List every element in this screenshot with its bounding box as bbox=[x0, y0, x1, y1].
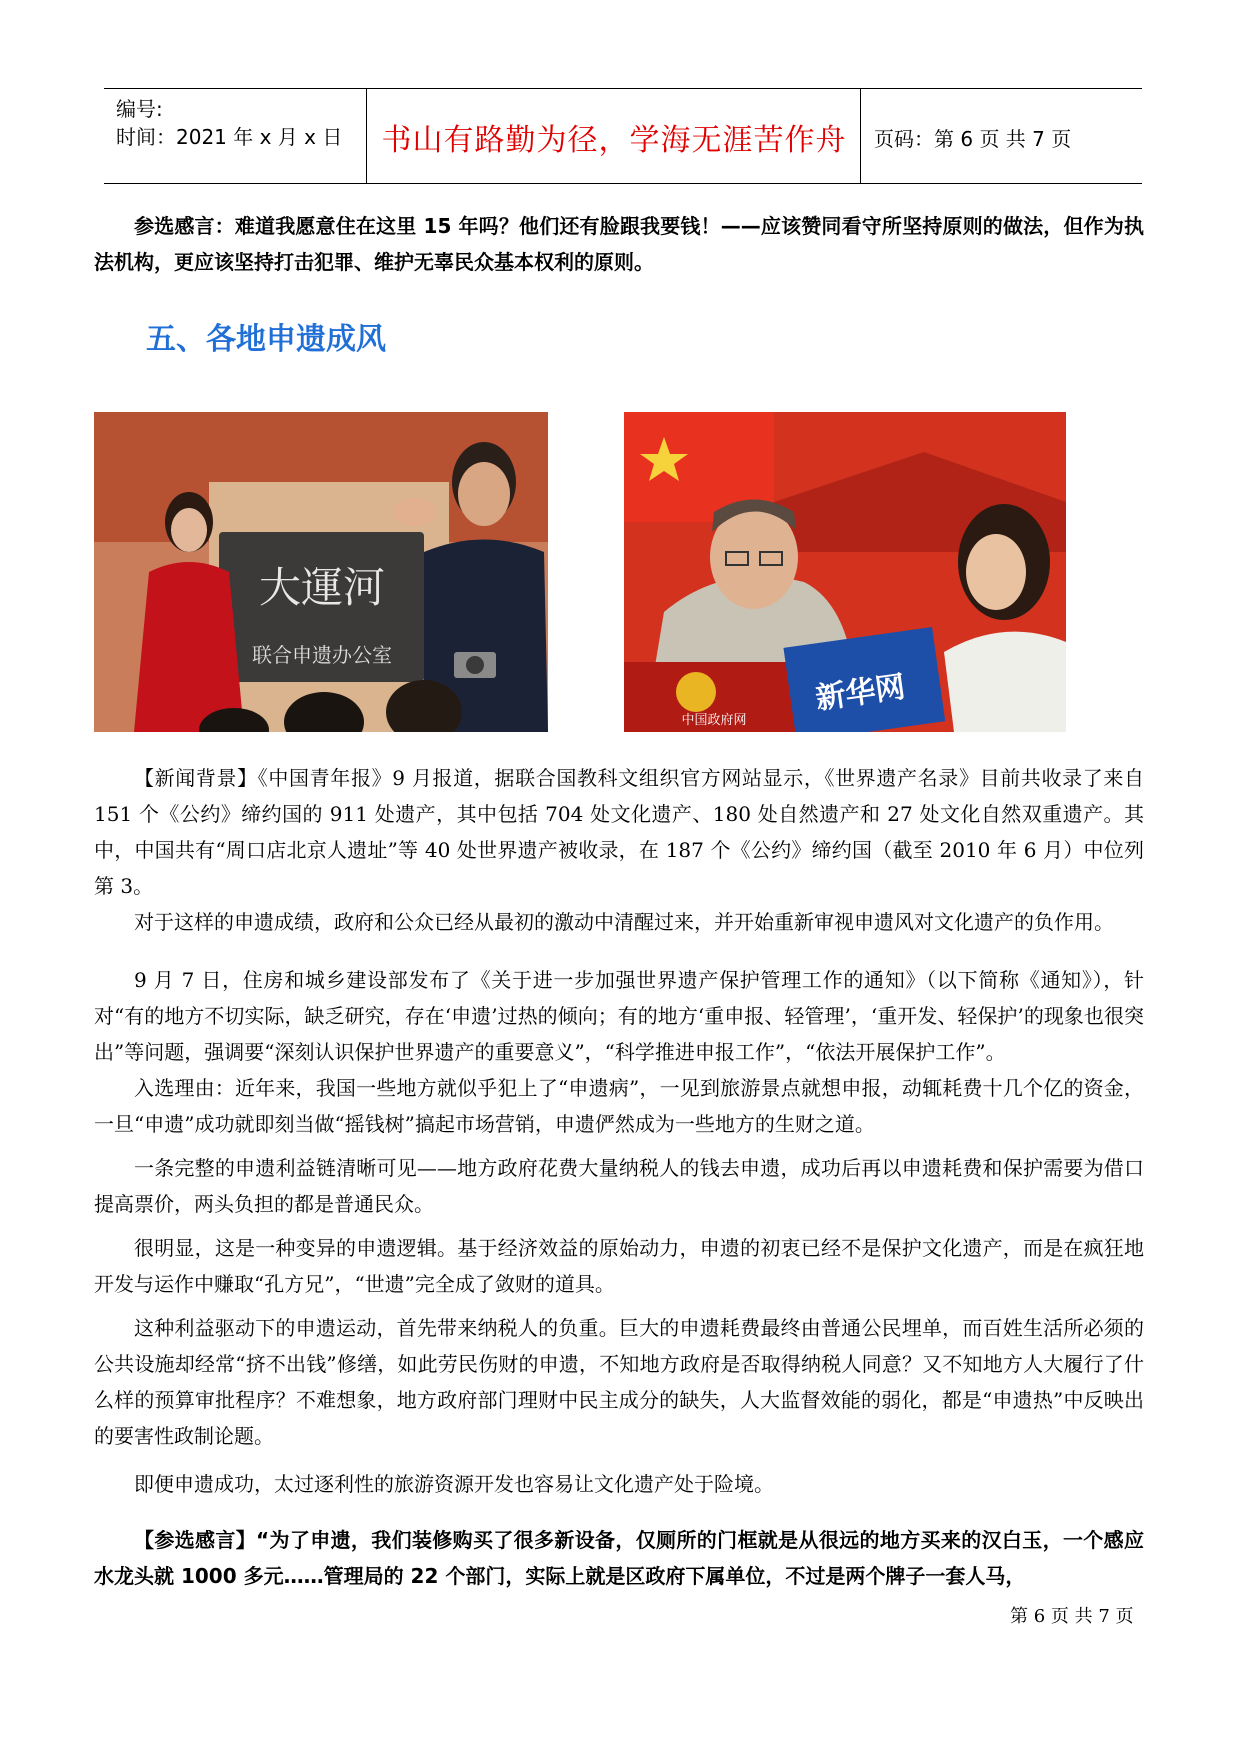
laptop-logo: 新华网 bbox=[813, 669, 908, 717]
paragraph-selection-reason: 入选理由：近年来，我国一些地方就似乎犯上了“申遗病”，一见到旅游景点就想申报，动辄耗费十几个亿的资金，一旦“申遗”成功就即刻当做“摇钱树”搞起市场营销，申遗俨然成为一些地方的生财之道。 bbox=[94, 1076, 1144, 1136]
header-left-cell bbox=[104, 89, 367, 183]
header-time-label: 时间：2021 年 x 月 x 日 bbox=[116, 125, 343, 149]
header-page-code: 页码：第 6 页 共 7 页 bbox=[874, 127, 1072, 151]
closing-comment: 【参选感言】“为了申遗，我们装修购买了很多新设备，仅厕所的门框就是从很远的地方买来的汉白玉，一个感应水龙头就 1000 多元……管理局的 22 个部门，实际上就是区政府下属单位，不过是两个牌子一套人马， bbox=[94, 1528, 1144, 1588]
photo-grand-canal-svg bbox=[94, 412, 548, 732]
header-motto: 书山有路勤为径，学海无涯苦作舟 bbox=[381, 123, 847, 158]
photo-interview-svg bbox=[624, 412, 1066, 732]
paragraph-interest-chain: 一条完整的申遗利益链清晰可见——地方政府花费大量纳税人的钱去申遗，成功后再以申遗耗费和保护需要为借口提高票价，两头负担的都是普通民众。 bbox=[94, 1156, 1144, 1216]
section-title: 五、各地申遗成风 bbox=[146, 322, 386, 357]
header-number-label: 编号: bbox=[116, 97, 163, 121]
podium-text: 中国政府网 bbox=[681, 713, 747, 728]
paragraph-danger: 即便申遗成功，太过逐利性的旅游资源开发也容易让文化遗产处于险境。 bbox=[134, 1472, 774, 1496]
page-header bbox=[104, 88, 1142, 184]
photo-grand-canal-ceremony bbox=[94, 412, 548, 732]
header-page-cell bbox=[862, 89, 1142, 183]
photo-online-interview bbox=[624, 412, 1066, 732]
plaque-title: 大運河 bbox=[258, 563, 386, 612]
header-motto-cell bbox=[368, 89, 861, 183]
paragraph-logic: 很明显，这是一种变异的申遗逻辑。基于经济效益的原始动力，申遗的初衷已经不是保护文化遗产，而是在疯狂地开发与运作中赚取“孔方兄”，“世遗”完全成了敛财的道具。 bbox=[94, 1236, 1144, 1296]
page-footer: 第 6 页 共 7 页 bbox=[1010, 1606, 1134, 1627]
plaque-subtitle: 联合申遗办公室 bbox=[252, 643, 392, 667]
paragraph-news-background: 【新闻背景】《中国青年报》9 月报道，据联合国教科文组织官方网站显示，《世界遗产名录》目前共收录了来自 151 个《公约》缔约国的 911 处遗产，其中包括 704 处文化遗产、180 处自然遗产和 27 处文化自然双重遗产。其中，中国共有“周口店北京人遗址”等 40 处世界遗产被收录，在 187 个《公约》缔约国（截至 2010 年 6 月）中位列第 3。 bbox=[94, 766, 1144, 898]
paragraph-reflection: 对于这样的申遗成绩，政府和公众已经从最初的激动中清醒过来，并开始重新审视申遗风对文化遗产的负作用。 bbox=[134, 910, 1114, 934]
paragraph-notice: 9 月 7 日，住房和城乡建设部发布了《关于进一步加强世界遗产保护管理工作的通知》（以下简称《通知》），针对“有的地方不切实际，缺乏研究，存在‘申遗’过热的倾向；有的地方‘重申报、轻管理’，‘重开发、轻保护’的现象也很突出”等问题，强调要“深刻认识保护世界遗产的重要意义”，“科学推进申报工作”，“依法开展保护工作”。 bbox=[94, 968, 1144, 1064]
intro-comment: 参选感言：难道我愿意住在这里 15 年吗？他们还有脸跟我要钱！——应该赞同看守所坚持原则的做法，但作为执法机构，更应该坚持打击犯罪、维护无辜民众基本权利的原则。 bbox=[94, 214, 1144, 274]
paragraph-burden: 这种利益驱动下的申遗运动，首先带来纳税人的负重。巨大的申遗耗费最终由普通公民埋单，而百姓生活所必须的公共设施却经常“挤不出钱”修缮，如此劳民伤财的申遗，不知地方政府是否取得纳税人同意？又不知地方人大履行了什么样的预算审批程序？不难想象，地方政府部门理财中民主成分的缺失，人大监督效能的弱化，都是“申遗热”中反映出的要害性政制论题。 bbox=[94, 1316, 1144, 1448]
